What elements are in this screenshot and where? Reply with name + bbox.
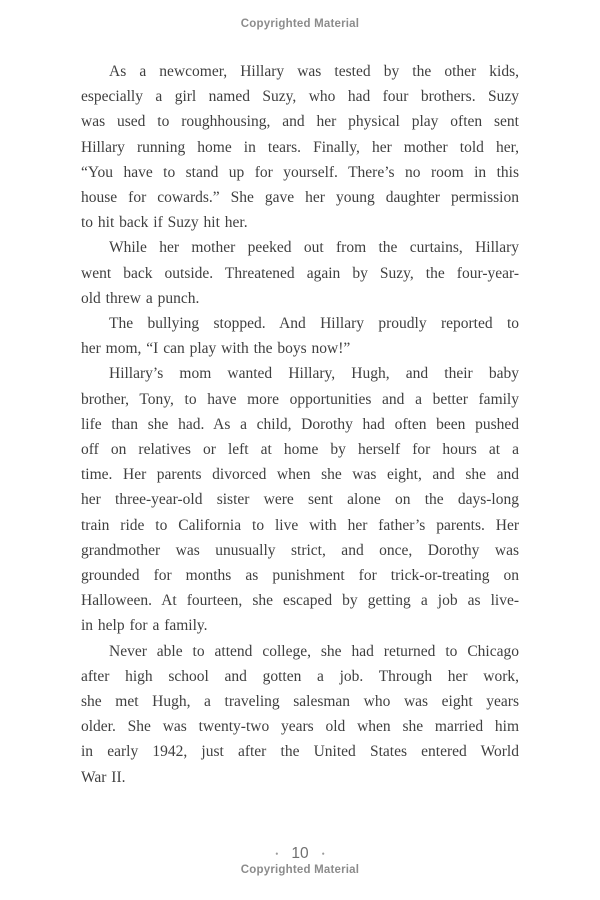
text-line: her mom, “I can play with the boys now!” <box>81 340 351 358</box>
text-line: she met Hugh, a traveling salesman who was eight years <box>81 693 519 711</box>
paragraph <box>81 361 519 638</box>
copyright-notice-top: Copyrighted Material <box>240 18 360 30</box>
text-line: War II. <box>81 768 126 786</box>
text-line: life than she had. As a child, Dorothy had often been pushed <box>81 415 519 433</box>
text-line: While her mother peeked out from the curtains, Hillary <box>109 239 519 257</box>
page-number-dot-left: • <box>275 848 279 859</box>
text-line: after high school and gotten a job. Through her work, <box>81 667 519 685</box>
text-line: was used to roughhousing, and her physical play often sent <box>81 113 519 131</box>
text-line: brother, Tony, to have more opportunities and a better family <box>81 390 519 408</box>
text-line: went back outside. Threatened again by Suzy, the four-year- <box>81 264 519 282</box>
text-line: older. She was twenty-two years old when she married him <box>81 718 519 736</box>
text-line: especially a girl named Suzy, who had four brothers. Suzy <box>81 88 519 106</box>
text-line: The bullying stopped. And Hillary proudly reported to <box>109 315 519 333</box>
copyright-notice-bottom: Copyrighted Material <box>240 864 360 876</box>
page-number-line <box>0 845 600 863</box>
paragraph <box>81 235 519 311</box>
text-line: “You have to stand up for yourself. There’s no room in this <box>81 163 519 181</box>
page-number-dot-right: • <box>321 848 325 859</box>
text-line: train ride to California to live with her father’s parents. Her <box>81 516 519 534</box>
paragraph <box>81 311 519 361</box>
text-line: in help for a family. <box>81 617 208 635</box>
text-line: grounded for months as punishment for trick-or-treating on <box>81 567 519 585</box>
text-line: off on relatives or left at home by herself for hours at a <box>81 441 519 459</box>
text-line: to hit back if Suzy hit her. <box>81 214 248 232</box>
text-line: grandmother was unusually strict, and once, Dorothy was <box>81 541 519 559</box>
paragraph <box>81 639 519 790</box>
text-line: old threw a punch. <box>81 289 200 307</box>
text-line: house for cowards.” She gave her young daughter permission <box>81 189 519 207</box>
text-block <box>81 59 519 790</box>
text-line: in early 1942, just after the United States entered World <box>81 743 519 761</box>
text-line: Hillary’s mom wanted Hillary, Hugh, and their baby <box>109 365 519 383</box>
text-line: Never able to attend college, she had returned to Chicago <box>109 642 519 660</box>
paragraph <box>81 59 519 235</box>
text-line: Hillary running home in tears. Finally, her mother told her, <box>81 138 519 156</box>
page-number: 10 <box>291 845 309 862</box>
text-line: her three-year-old sister were sent alone on the days-long <box>81 491 519 509</box>
text-line: time. Her parents divorced when she was eight, and she and <box>81 466 519 484</box>
text-line: As a newcomer, Hillary was tested by the other kids, <box>109 63 519 80</box>
text-line: Halloween. At fourteen, she escaped by getting a job as live- <box>81 592 519 610</box>
